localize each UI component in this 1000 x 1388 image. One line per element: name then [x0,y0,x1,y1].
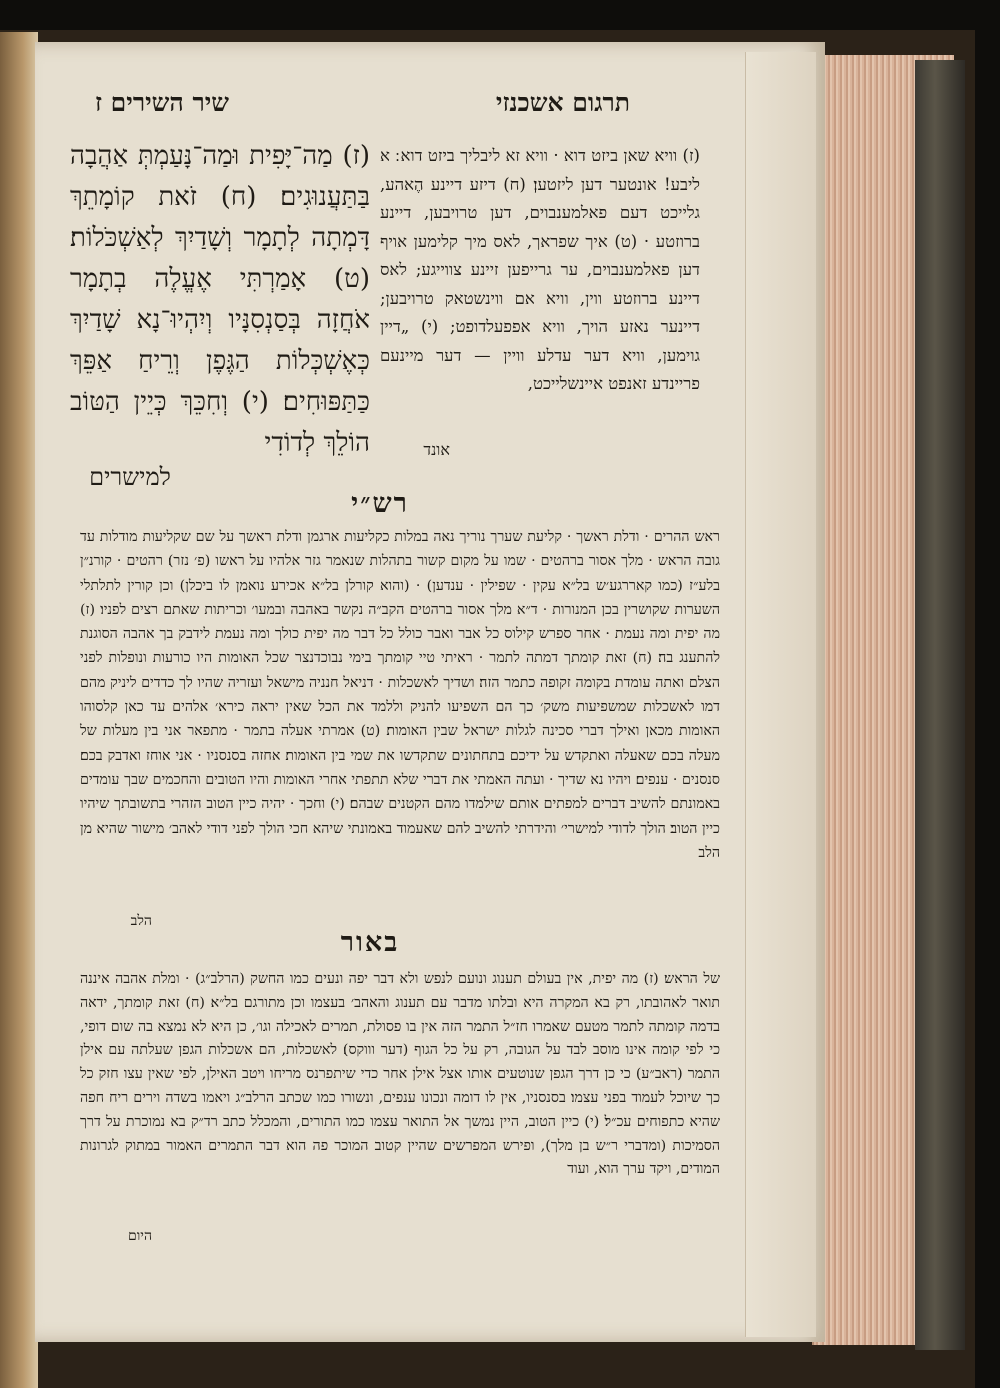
rashi-heading: רש״י [351,488,409,519]
running-header-left: שיר השירים ז [95,88,229,117]
page-fold [745,52,816,1337]
yiddish-translation-tail: אונד [423,440,450,459]
beur-commentary-tail: היום [127,1228,152,1244]
left-cover-edge [0,32,38,1388]
running-header-right: תרגום אשכנזי [495,88,630,117]
rashi-commentary: ראש ההרים · ודלת ראשך · קליעת שערך נוריך נאה במלות כקליעות ארגמן ודלת ראשך על שם שקליעות מודלות עד גובה הראש · מלך אסור ברהטים · שמו על מקום קשור בתהלות שנאמר גזר אלהיו על ראשו (פ׳ נזר)׃ רהטים · קורנ״ן בלע״ז (כמו קאררגע׳ש בל״א עקין · שפילין · ענדען) · (והוא קורלן בל״א אכירע נואמן לו ביכלן) וכן קורין לתלתלי השערות שקושרין בכן המנורות · ד״א מלך אסור ברהטים הקב״ה נקשר באהבה ובמעו׳ וכריתות שאתם רצים לפניו׃ (ז) מה יפית ומה נעמת · אחר ספרש קילוס כל אבר ואבר כולל כל דבר מה יפית כולך ומה נעמת לידבק בך אהבה הסוגנת להתענג בה׃ (ח) זאת קומתך דמתה לתמר · ראיתי טיי קומתך בימי נבוכדנצר שכל האומות היו כורעות ונופלות לפני הצלם ואתה עומדת בקומה זקופה כתמר הזה׃ ושדיך לאשכלות · דניאל חנניה מישאל ועזריה שהיו לך כדדים ליניק מהם דמו לאשכלות שמשפיעות משק׳ כך הם השפיעו להניק וללמד את הכל שאין יראה כירא׳ אלהים עד כאן קלסוהו האומות מכאן ואילך דברי סכינה לגלות ישראל שבין האומות׃ (ט) אמרתי אעלה בתמר · מתפאר אני בין מעלות של מעלה בכם שאעלה ואתקדש על ידיכם בתחתונים שתקדשו את שמי בין האומות׃ אחזה בסנסניו · אני אוחז ואדבק בכם׃ סנסנים · ענפים׃ ויהיו נא שדיך · ועתה האמתי את דברי שלא תתפתי אחרי האומות והיו הטובים והחכמים שבך עומדים באמונתם להשיב דברים למפתים אותם שילמדו מהם הקטנים שבהם׃ (י) וחכך · יהיה כיין הטוב הזהרי בתשובתך שיהיו כיין הטוב׃ הולך לדודי למישרי׳ והידרתי להשיב להם שאעמוד באמונתי שיהא חכי הולך לפני דודי לאהב׳ מישור שהיא מן הלב [80,529,720,861]
hebrew-verse-text: (ז) מַה־יָּפִית וּמַה־נָּעַמְתְּ אַהֲבָה בַּתַּעֲנוּגִים׃ (ח) זֹאת קוֹמָתֵךְ דָּמְתָה לְתָמָר וְשָׁדַיִךְ לְאַשְׁכֹּלוֹת׃ (ט) אָמַרְתִּי אֶעֱלֶה בְתָמָר אֹחֲזָה בְּסַנְסִנָּיו וְיִהְיוּ־נָא שָׁדַיִךְ כְּאֶשְׁכְּלוֹת הַגֶּפֶן וְרֵיחַ אַפֵּךְ כַּתַּפּוּחִים׃ (י) וְחִכֵּךְ כְּיֵין הַטּוֹב הוֹלֵךְ לְדוֹדִי [70,141,370,458]
rashi-commentary-tail: הלב [130,913,152,929]
hebrew-verse-tail: למישרים [89,463,171,491]
right-cover-edge [915,60,965,1350]
beur-heading: באור [340,927,400,958]
beur-commentary: של הראש׃ (ז) מה יפית, אין בעולם תענוג ונועם לנפש ולא דבר יפה ונעים כמו החשק (הרלב״ג) · ומלת אהבה איננה תואר לאהובתו, רק בא המקרה היא ובלתו מדבר עם תענוג והאהב׳ בעצמו וכן מתורגם בל״א׃ (ח) זאת קומתך, ידאה בדמה קומתה לתמר מטעם שאמרו חז״ל התמר הזה אין בו פסולת, תמרים לאכילה וגו׳, כן היא לא נמצא בה שום דופי, כי לפי קומה אינו מוסב לבד על הגובה, רק על כל הגוף (דער וווקס)׃ לאשכלות, הם אשכלות הגפן שעלתה עם אילן התמר (ראב״ע) כי כן דרך הגפן שנוטעים אותו אצל אילן אחר כדי שיתפרנס מריחו ויטב האילן, לפי שאין עצו חזק כל כך שיוכל לעמוד בפני עצמו׃ בסנסניו, אין לו דומה ונכונו ענפים, ונשורו כמו שכתב הרלב״ג ויאמו בשדה וירים ריח חפה שהיא כתפוחים עכ״ל׃ (י) כיין הטוב, היין נמשך אל התואר עצמו כמו התורים, והמכלל כתב רד״ק בא נמוכרת על דרך הסמיכות (ומדברי ר״ש בן מלך), ופירש המפרשים שהיין קטוב המוכר פה הוא דבר התמרים האמור במתוק לגרונות המודים, ויקד ערך הוא, ועוד [80,971,720,1178]
yiddish-translation-text: (ז) וויא שאן ביזט דוא · וויא זא ליבליך ביזט דוא ׃ א ליבע! אונטער דען ליזטען׃ (ח) דיזע דיינע הֶאהע, גלייכט דעם פאלמענבוים, דען טרויבען, דיינע ברוזטע · (ט) איך שפראך, לאס מיך קלימען אויף דען פאלמענבוים, ער גרייפען זיינע צווייגע; לאס דיינע ברוזטע ווין, וויא אם ווינשטאק טרויבען; דיינער נאזע הויך, וויא אפפעלדופט; (י) „דיין גוימען, וויא דער עדלע וויין — דער מיינעם פריינדע זאנפט איינשלייכט, [380,146,700,393]
